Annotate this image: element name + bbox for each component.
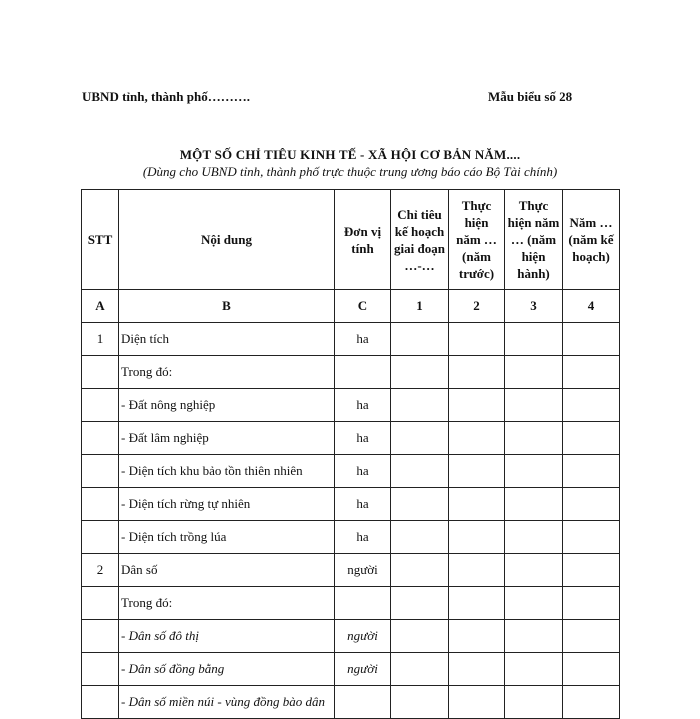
value-cell[interactable]: [449, 455, 505, 488]
column-index: 3: [505, 290, 563, 323]
table-row: [82, 521, 620, 554]
row-content: - Dân số đồng bằng: [119, 653, 335, 686]
row-unit: ha: [335, 389, 391, 422]
row-unit: người: [335, 620, 391, 653]
row-stt: 2: [82, 554, 119, 587]
column-index: A: [82, 290, 119, 323]
value-cell[interactable]: [563, 356, 620, 389]
row-content: - Dân số miền núi - vùng đồng bào dân: [119, 686, 335, 719]
value-cell[interactable]: [391, 620, 449, 653]
column-header-current-year: Thực hiện năm … (năm hiện hành): [505, 190, 563, 290]
row-content: - Đất nông nghiệp: [119, 389, 335, 422]
value-cell[interactable]: [505, 389, 563, 422]
value-cell[interactable]: [391, 587, 449, 620]
document-title: MỘT SỐ CHỈ TIÊU KINH TẾ - XÃ HỘI CƠ BẢN NĂM....: [179, 147, 521, 162]
row-stt: [82, 686, 119, 719]
table-body: [82, 323, 620, 719]
row-content: - Đất lâm nghiệp: [119, 422, 335, 455]
value-cell[interactable]: [449, 422, 505, 455]
row-stt: [82, 521, 119, 554]
value-cell[interactable]: [449, 554, 505, 587]
value-cell[interactable]: [449, 521, 505, 554]
value-cell[interactable]: [449, 323, 505, 356]
column-index: 4: [563, 290, 620, 323]
agency-header: UBND tỉnh, thành phố……….: [82, 89, 250, 104]
table-row: [82, 323, 620, 356]
value-cell[interactable]: [505, 356, 563, 389]
row-stt: [82, 356, 119, 389]
row-stt: [82, 653, 119, 686]
document-subtitle: (Dùng cho UBND tỉnh, thành phố trực thuộc trung ương báo cáo Bộ Tài chính): [142, 164, 558, 179]
value-cell[interactable]: [563, 455, 620, 488]
column-header-plan-period: Chỉ tiêu kế hoạch giai đoạn …-…: [391, 190, 449, 290]
column-header-prev-year: Thực hiện năm … (năm trước): [449, 190, 505, 290]
value-cell[interactable]: [563, 587, 620, 620]
value-cell[interactable]: [391, 455, 449, 488]
value-cell[interactable]: [391, 686, 449, 719]
value-cell[interactable]: [563, 422, 620, 455]
value-cell[interactable]: [505, 422, 563, 455]
row-content: Diện tích: [119, 323, 335, 356]
value-cell[interactable]: [505, 554, 563, 587]
value-cell[interactable]: [563, 620, 620, 653]
row-unit: [335, 356, 391, 389]
row-unit: [335, 686, 391, 719]
value-cell[interactable]: [563, 653, 620, 686]
value-cell[interactable]: [563, 389, 620, 422]
row-content: - Diện tích khu bảo tồn thiên nhiên: [119, 455, 335, 488]
row-content: - Diện tích trồng lúa: [119, 521, 335, 554]
row-content: - Diện tích rừng tự nhiên: [119, 488, 335, 521]
value-cell[interactable]: [505, 686, 563, 719]
form-number: Mẫu biểu số 28: [488, 89, 573, 104]
value-cell[interactable]: [391, 389, 449, 422]
value-cell[interactable]: [505, 455, 563, 488]
column-index: C: [335, 290, 391, 323]
row-unit: ha: [335, 521, 391, 554]
row-stt: [82, 488, 119, 521]
value-cell[interactable]: [391, 554, 449, 587]
column-header-content: Nội dung: [119, 190, 335, 290]
row-unit: ha: [335, 422, 391, 455]
table-header-row: [82, 190, 620, 290]
value-cell[interactable]: [505, 521, 563, 554]
value-cell[interactable]: [391, 521, 449, 554]
row-unit: ha: [335, 323, 391, 356]
table-row: [82, 686, 620, 719]
row-unit: ha: [335, 455, 391, 488]
value-cell[interactable]: [505, 653, 563, 686]
row-unit: [335, 587, 391, 620]
column-header-stt: STT: [82, 190, 119, 290]
row-stt: [82, 389, 119, 422]
row-content: Dân số: [119, 554, 335, 587]
value-cell[interactable]: [449, 587, 505, 620]
value-cell[interactable]: [563, 323, 620, 356]
column-index: 2: [449, 290, 505, 323]
row-content: Trong đó:: [119, 587, 335, 620]
value-cell[interactable]: [563, 521, 620, 554]
value-cell[interactable]: [505, 620, 563, 653]
row-stt: [82, 587, 119, 620]
table-row: [82, 587, 620, 620]
column-header-unit: Đơn vị tính: [335, 190, 391, 290]
indicator-table: [81, 189, 620, 719]
row-content: Trong đó:: [119, 356, 335, 389]
column-index: B: [119, 290, 335, 323]
value-cell[interactable]: [449, 620, 505, 653]
table-row: [82, 389, 620, 422]
value-cell[interactable]: [449, 488, 505, 521]
column-header-plan-year: Năm … (năm kế hoạch): [563, 190, 620, 290]
value-cell[interactable]: [449, 653, 505, 686]
row-stt: [82, 455, 119, 488]
value-cell[interactable]: [391, 356, 449, 389]
row-stt: [82, 620, 119, 653]
table-row: [82, 653, 620, 686]
value-cell[interactable]: [391, 323, 449, 356]
table-row: [82, 620, 620, 653]
table-row: [82, 422, 620, 455]
row-unit: người: [335, 554, 391, 587]
table-row: [82, 455, 620, 488]
table-row: [82, 356, 620, 389]
table-row: [82, 554, 620, 587]
table-row: [82, 488, 620, 521]
row-stt: 1: [82, 323, 119, 356]
value-cell[interactable]: [505, 587, 563, 620]
value-cell[interactable]: [563, 686, 620, 719]
value-cell[interactable]: [391, 488, 449, 521]
value-cell[interactable]: [505, 323, 563, 356]
row-unit: ha: [335, 488, 391, 521]
row-content: - Dân số đô thị: [119, 620, 335, 653]
value-cell[interactable]: [391, 653, 449, 686]
row-unit: người: [335, 653, 391, 686]
value-cell[interactable]: [449, 686, 505, 719]
value-cell[interactable]: [449, 389, 505, 422]
value-cell[interactable]: [563, 488, 620, 521]
value-cell[interactable]: [563, 554, 620, 587]
value-cell[interactable]: [505, 488, 563, 521]
value-cell[interactable]: [449, 356, 505, 389]
row-stt: [82, 422, 119, 455]
column-index: 1: [391, 290, 449, 323]
table-column-index-row: [82, 290, 620, 323]
value-cell[interactable]: [391, 422, 449, 455]
